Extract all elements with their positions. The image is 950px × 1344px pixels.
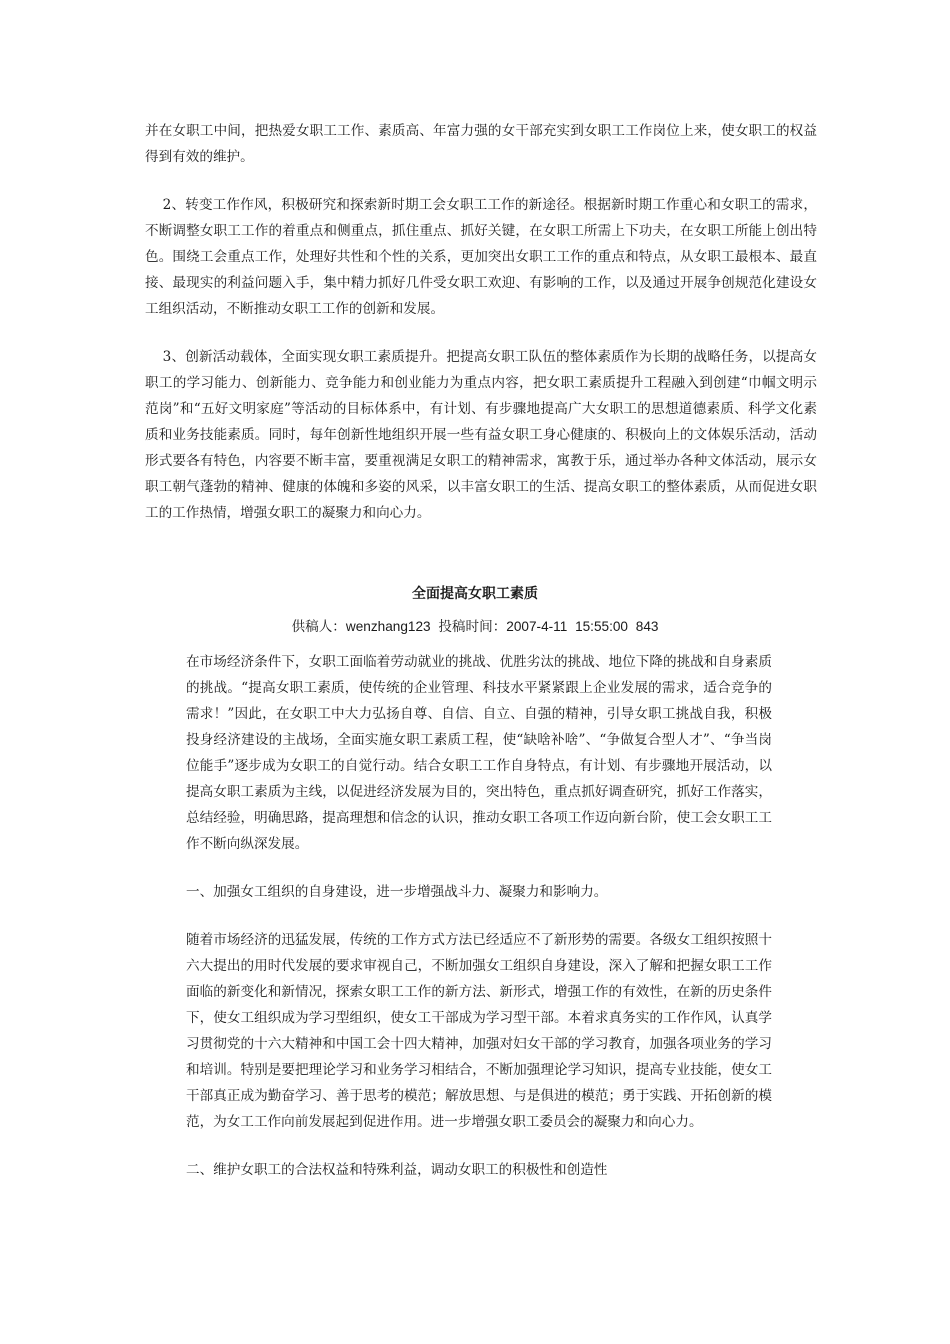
- paragraph-point-2: 2、转变工作作风，积极研究和探索新时期工会女职工工作的新途径。根据新时期工作重心和女职工的需求，不断调整女职工工作的着重点和侧重点，抓住重点、抓好关键，在女职工所需上下功夫，在女职工所能上创出特色。围绕工会重点工作，处理好共性和个性的关系，更加突出女职工工作的重点和特点，从女职工最根本、最直接、最现实的利益问题入手，集中精力抓好几件受女职工欢迎、有影响的工作，以及通过开展争创规范化建设女工组织活动，不断推动女职工工作的创新和发展。: [145, 197, 817, 317]
- submission-time-value: 15:55:00: [575, 619, 628, 634]
- contributor-label: 供稿人：wenzhang123: [291, 619, 431, 634]
- paragraph-point-3: 3、创新活动载体，全面实现女职工素质提升。把提高女职工队伍的整体素质作为长期的战略任务，以提高女职工的学习能力、创新能力、竞争能力和创业能力为重点内容，把女职工素质提升工程融入到创建“巾帼文明示范岗”和“五好文明家庭”等活动的目标体系中，有计划、有步骤地提高广大女职工的思想道德素质、科学文化素质和业务技能素质。同时，每年创新性地组织开展一些有益女职工身心健康的、积极向上的文体娱乐活动，活动形式要各有特色，内容要不断丰富，要重视满足女职工的精神需求，寓教于乐，通过举办各种文体活动，展示女职工朝气蓬勃的精神、健康的体魄和多姿的风采，以丰富女职工的生活、提高女职工的整体素质，从而促进女职工的工作热情，增强女职工的凝聚力和向心力。: [145, 349, 817, 521]
- paragraph-continuation: 并在女职工中间，把热爱女职工工作、素质高、年富力强的女干部充实到女职工工作岗位上来，使女职工的权益得到有效的维护。: [145, 123, 817, 165]
- article-intro-paragraph: 在市场经济条件下，女职工面临着劳动就业的挑战、优胜劣汰的挑战、地位下降的挑战和自身素质的挑战。“提高女职工素质，使传统的企业管理、科技水平紧紧跟上企业发展的需求，适合竞争的需求！”因此，在女职工中大力弘扬自尊、自信、自立、自强的精神，引导女职工挑战自我，积极投身经济建设的主战场，全面实施女职工素质工程，使“缺啥补啥”、“争做复合型人才”、“争当岗位能手”逐步成为女职工的自觉行动。结合女职工工作自身特点，有计划、有步骤地开展活动，以提高女职工素质为主线，以促进经济发展为目的，突出特色，重点抓好调查研究，抓好工作落实，总结经验，明确思路，提高理想和信念的认识，推动女职工各项工作迈向新台阶，使工会女职工工作不断向纵深发展。: [186, 654, 772, 852]
- submission-time-label: 投稿时间：2007-4-11: [438, 619, 568, 634]
- section-heading-1: 一、加强女工组织的自身建设，进一步增强战斗力、凝聚力和影响力。: [186, 884, 608, 900]
- previous-article-section: [145, 118, 817, 548]
- article-title: 全面提高女职工素质: [412, 586, 538, 602]
- article-body: [186, 649, 772, 1205]
- section-heading-2: 二、维护女职工的合法权益和特殊利益，调动女职工的积极性和创造性: [186, 1162, 608, 1178]
- section-1-paragraph: 随着市场经济的迅猛发展，传统的工作方式方法已经适应不了新形势的需要。各级女工组织按照十六大提出的用时代发展的要求审视自己，不断加强女工组织自身建设，深入了解和把握女职工工作面临的新变化和新情况，探索女职工工作的新方法、新形式，增强工作的有效性，在新的历史条件下，使女工组织成为学习型组织，使女工干部成为学习型干部。本着求真务实的工作作风，认真学习贯彻党的十六大精神和中国工会十四大精神，加强对妇女干部的学习教育，加强各项业务的学习和培训。特别是要把理论学习和业务学习相结合，不断加强理论学习知识，提高专业技能，使女工干部真正成为勤奋学习、善于思考的模范；解放思想、与是俱进的模范；勇于实践、开拓创新的模范，为女工工作向前发展起到促进作用。进一步增强女职工委员会的凝聚力和向心力。: [186, 932, 772, 1130]
- view-count: 843: [635, 619, 659, 634]
- article-meta: [0, 617, 950, 637]
